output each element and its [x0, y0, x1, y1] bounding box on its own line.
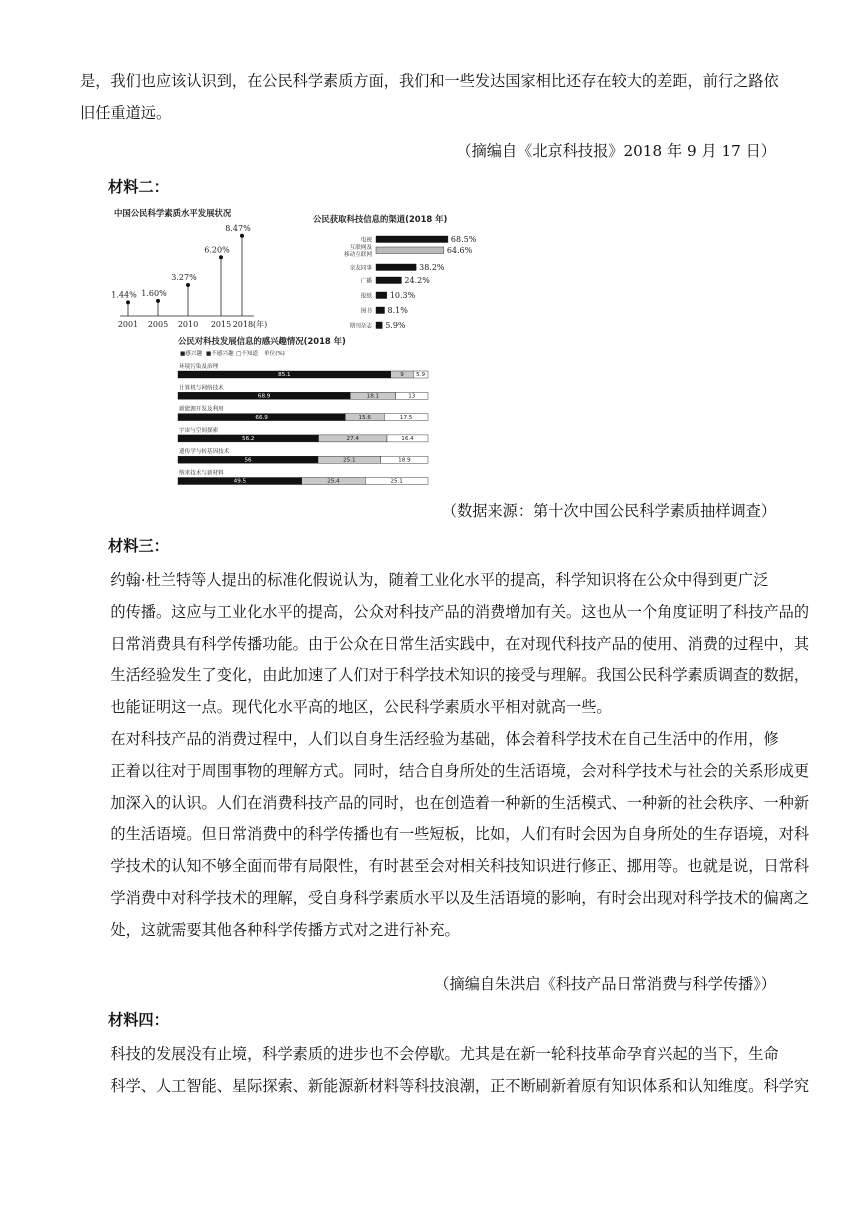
para-4	[80, 1039, 810, 1103]
text-line: 的生活语境。但日常消费中的科学传播也有一些短板，比如，人们有时会因为自身所处的生存语境，对科	[110, 825, 810, 844]
data-label: 3.27%	[171, 273, 197, 283]
segment-label: 49.5	[233, 478, 247, 485]
chart-title: 公民获取科技信息的渠道(2018 年)	[313, 214, 448, 224]
data-point	[186, 283, 190, 287]
legend-entry: □不知道	[236, 351, 259, 357]
bar	[376, 264, 416, 271]
material-2-heading: 材料二：	[108, 178, 169, 196]
tick-label: 2010	[177, 320, 199, 329]
bar	[376, 292, 387, 299]
category-label: 期刊杂志	[349, 323, 372, 330]
value-label: 8.1%	[387, 306, 408, 315]
chart-title: 中国公民科学素质水平发展状况	[114, 208, 232, 218]
text-line: 处，这就需要其他各种科学传播方式对之进行补充。	[110, 920, 460, 939]
para-3a	[80, 565, 810, 724]
value-label: 5.9%	[385, 321, 406, 330]
bar	[376, 236, 448, 243]
category-label: 计算机与网络技术	[179, 385, 224, 392]
category-label: 亲友同事	[349, 265, 372, 272]
text-line: 学技术的认知不够全面而带有局限性，有时甚至会对相关科技知识进行修正、挪用等。也就是说，日常科	[110, 857, 810, 876]
text-line: 的传播。这应与工业化水平的提高，公众对科技产品的消费增加有关。这也从一个角度证明了科技产品的	[110, 602, 810, 621]
segment-label: 25.1	[390, 478, 403, 485]
text-line: 日常消费具有科学传播功能。由于公众在日常生活实践中，在对现代科技产品的使用、消费的过程中，其	[110, 634, 810, 653]
material-4-heading: 材料四：	[108, 1011, 169, 1029]
segment-label: 17.5	[399, 414, 413, 421]
text-line: 学消费中对科学技术的理解，受自身科学素质水平以及生活语境的影响，有时会出现对科学技术的偏离之	[110, 888, 810, 907]
value-label: 68.5%	[450, 235, 477, 244]
category-label: 纳米技术与新材料	[179, 470, 224, 477]
tick-label: 2018(年)	[232, 320, 268, 329]
category-label: 图书	[360, 308, 372, 315]
source-3: （摘编自朱洪启《科技产品日常消费与科学传播》）	[434, 975, 776, 993]
text-line: 加深入的认识。人们在消费科技产品的同时，也在创造着一种新的生活模式、一种新的社会秩序、一种新	[110, 793, 810, 812]
category-label: 报纸	[360, 293, 372, 300]
category-label: 互联网及	[349, 245, 372, 251]
source-1: （摘编自《北京科技报》2018 年 9 月 17 日）	[456, 142, 776, 160]
text-line: 正着以往对于周围事物的理解方式。同时，结合自身所处的生活语境，会对科学技术与社会的关系形成更	[110, 761, 810, 780]
segment-label: 18.1	[366, 393, 380, 400]
category-label: 新能源开发及利用	[179, 406, 224, 413]
data-label: 1.44%	[111, 290, 137, 300]
text-line: 生活经验发生了变化，由此加速了人们对于科学技术知识的接受与理解。我国公民科学素质调查的数据，	[110, 666, 810, 685]
text-line: 约翰·杜兰特等人提出的标准化假说认为，随着工业化水平的提高，科学知识将在公众中得到更广泛	[110, 571, 769, 589]
tick-label: 2001	[117, 320, 139, 329]
data-label: 8.47%	[225, 223, 251, 233]
category-label: 电视	[360, 237, 372, 244]
segment-label: 13	[408, 393, 416, 400]
segment-label: 16.4	[401, 436, 414, 443]
text-line: 在对科技产品的消费过程中，人们以自身生活经验为基础，体会着科学技术在自己生活中的作用，修	[110, 730, 779, 748]
segment-label: 25.1	[343, 457, 356, 464]
tick-label: 2005	[147, 320, 169, 329]
data-label: 1.60%	[141, 288, 167, 298]
value-label: 24.2%	[404, 276, 430, 285]
segment-label: 15.6	[358, 414, 371, 421]
data-point	[126, 300, 130, 304]
category-label: 环境污染及治理	[179, 364, 219, 370]
chart-figure	[108, 198, 488, 490]
segment-label: 5.9	[416, 372, 426, 379]
segment-label: 85.1	[278, 372, 291, 379]
data-point	[156, 299, 160, 303]
data-point	[219, 255, 223, 259]
bar	[376, 247, 444, 254]
tick-label: 2015	[210, 320, 232, 329]
segment-label: 9	[400, 372, 404, 379]
segment-label: 66.9	[255, 414, 268, 421]
segment-label: 27.4	[346, 436, 359, 443]
data-point	[240, 234, 244, 238]
category-label: 宇宙与空间探索	[179, 427, 219, 434]
chart-title: 公民对科技发展信息的感兴趣情况(2018 年)	[178, 336, 346, 346]
segment-label: 25.4	[327, 478, 340, 485]
bar	[376, 322, 382, 329]
segment-label: 56.2	[242, 436, 255, 443]
text-line: 科学、人工智能、星际探索、新能源新材料等科技浪潮，正不断刷新着原有知识体系和认知维度。科学究	[110, 1076, 810, 1095]
segment-label: 18.9	[398, 457, 411, 464]
legend-entry: ■感兴趣	[180, 351, 203, 357]
bar	[376, 277, 401, 284]
material-3-heading: 材料三：	[108, 537, 169, 555]
category-label: 广播	[360, 278, 372, 285]
data-label: 6.20%	[204, 245, 230, 255]
category-label: 遗传学与转基因技术	[179, 449, 230, 456]
text-line: 科技的发展没有止境，科学素质的进步也不会停歇。尤其是在新一轮科技革命孕育兴起的当下，生命	[110, 1045, 779, 1063]
legend-entry: 单位(%)	[264, 351, 285, 357]
line-chart-science-literacy	[111, 208, 267, 329]
text-line: 也能证明这一点。现代化水平高的地区，公民科学素质水平相对就高一些。	[110, 698, 612, 717]
category-label: 移动互联网	[344, 252, 372, 258]
stacked-bar-chart-interest	[177, 336, 428, 485]
bar-chart-info-channels	[312, 214, 477, 330]
value-label: 64.6%	[446, 246, 473, 255]
text-line: 是，我们也应该认识到，在公民科学素质方面，我们和一些发达国家相比还存在较大的差距，前行之路依	[80, 72, 779, 90]
legend-entry: ■不感兴趣	[206, 351, 234, 357]
bar	[376, 307, 385, 314]
text-line: 旧任重道远。	[80, 103, 172, 122]
value-label: 10.3%	[389, 291, 416, 300]
source-2: （数据来源：第十次中国公民科学素质抽样调查）	[441, 502, 776, 520]
segment-label: 56	[244, 457, 252, 464]
segment-label: 68.9	[257, 393, 271, 400]
value-label: 38.2%	[419, 263, 445, 272]
para-3b	[80, 724, 810, 947]
para-top	[80, 66, 780, 130]
